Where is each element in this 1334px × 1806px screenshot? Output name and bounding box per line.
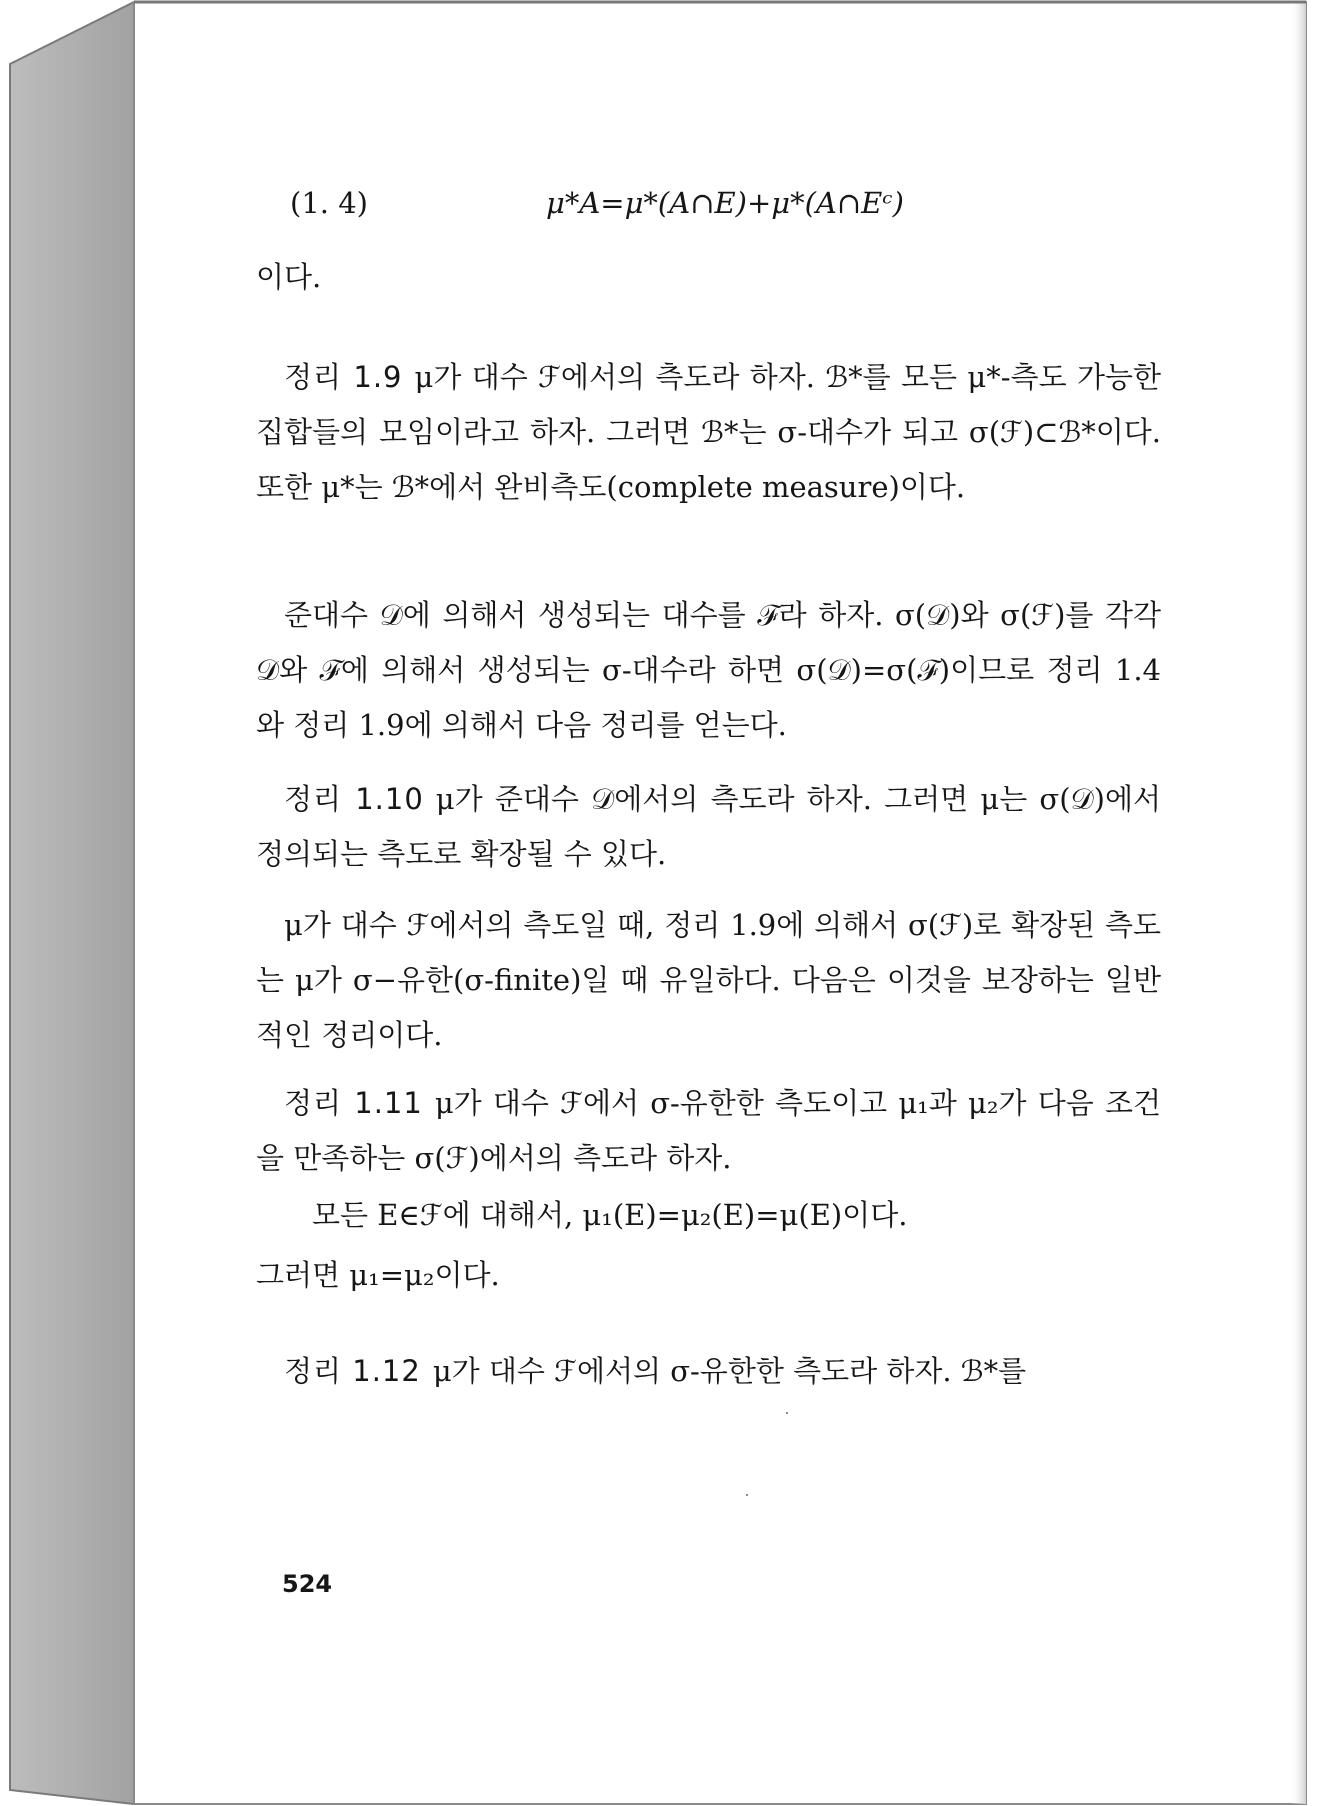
condition-text: 모든 E∈ℱ에 대해서, μ₁(E)=μ₂(E)=μ(E)이다.	[312, 1198, 908, 1232]
theorem-text: μ가 대수 ℱ에서 σ-유한한 측도이고 μ₁과 μ₂가 다음 조건을 만족하는 σ(ℱ)에서의 측도라 하자.	[256, 1086, 1161, 1175]
theorem-text: μ가 준대수 𝒟에서의 측도라 하자. 그러면 μ는 σ(𝒟)에서 정의되는 측도로 확장될 수 있다.	[256, 782, 1161, 871]
theorem-heading: 정리 1.9	[284, 360, 403, 394]
theorem-heading: 정리 1.10	[284, 782, 424, 816]
paragraph	[256, 250, 1161, 305]
print-speck	[786, 1412, 788, 1414]
equation-number: (1. 4)	[290, 186, 368, 220]
theorem-heading: 정리 1.12	[284, 1354, 421, 1388]
paragraph-text: 이다.	[256, 260, 322, 294]
page-number: 524	[282, 1570, 333, 1598]
theorem-1-10	[256, 772, 1161, 882]
book-spine	[10, 2, 134, 1804]
paragraph-text: μ가 대수 ℱ에서의 측도일 때, 정리 1.9에 의해서 σ(ℱ)로 확장된 측도는 μ가 σ−유한(σ-finite)일 때 유일하다. 다음은 이것을 보장하는 일반적인 정리이다.	[256, 908, 1161, 1052]
theorem-text: μ가 대수 ℱ에서의 측도라 하자. ℬ*를 모든 μ*-측도 가능한 집합들의 모임이라고 하자. 그러면 ℬ*는 σ-대수가 되고 σ(ℱ)⊂ℬ*이다. 또한 μ*는 ℬ*에서 완비측도(complete measure)이다.	[256, 360, 1161, 504]
conclusion-text: 그러면 μ₁=μ₂이다.	[256, 1258, 500, 1292]
page-edge-shadow	[1290, 2, 1306, 1804]
paragraph-text: 준대수 𝒟에 의해서 생성되는 대수를 ℱ라 하자. σ(𝒟)와 σ(ℱ)를 각각 𝒟와 ℱ에 의해서 생성되는 σ-대수라 하면 σ(𝒟)=σ(ℱ)이므로 정리 1.4와 정리 1.9에 의해서 다음 정리를 얻는다.	[256, 598, 1161, 742]
theorem-heading: 정리 1.11	[284, 1086, 423, 1120]
theorem-text: μ가 대수 ℱ에서의 σ-유한한 측도라 하자. ℬ*를	[432, 1354, 1027, 1388]
page-content	[256, 178, 1161, 1618]
equation-formula: μ*A=μ*(A∩E)+μ*(A∩Eᶜ)	[546, 186, 904, 220]
theorem-1-11	[256, 1076, 1161, 1186]
theorem-conclusion	[256, 1248, 1161, 1303]
equation-line	[256, 178, 1161, 238]
paragraph	[256, 898, 1161, 1063]
theorem-1-9	[256, 350, 1161, 515]
print-speck	[746, 1494, 748, 1496]
theorem-condition	[256, 1188, 1217, 1243]
paragraph	[256, 588, 1161, 753]
theorem-1-12	[256, 1344, 1161, 1399]
